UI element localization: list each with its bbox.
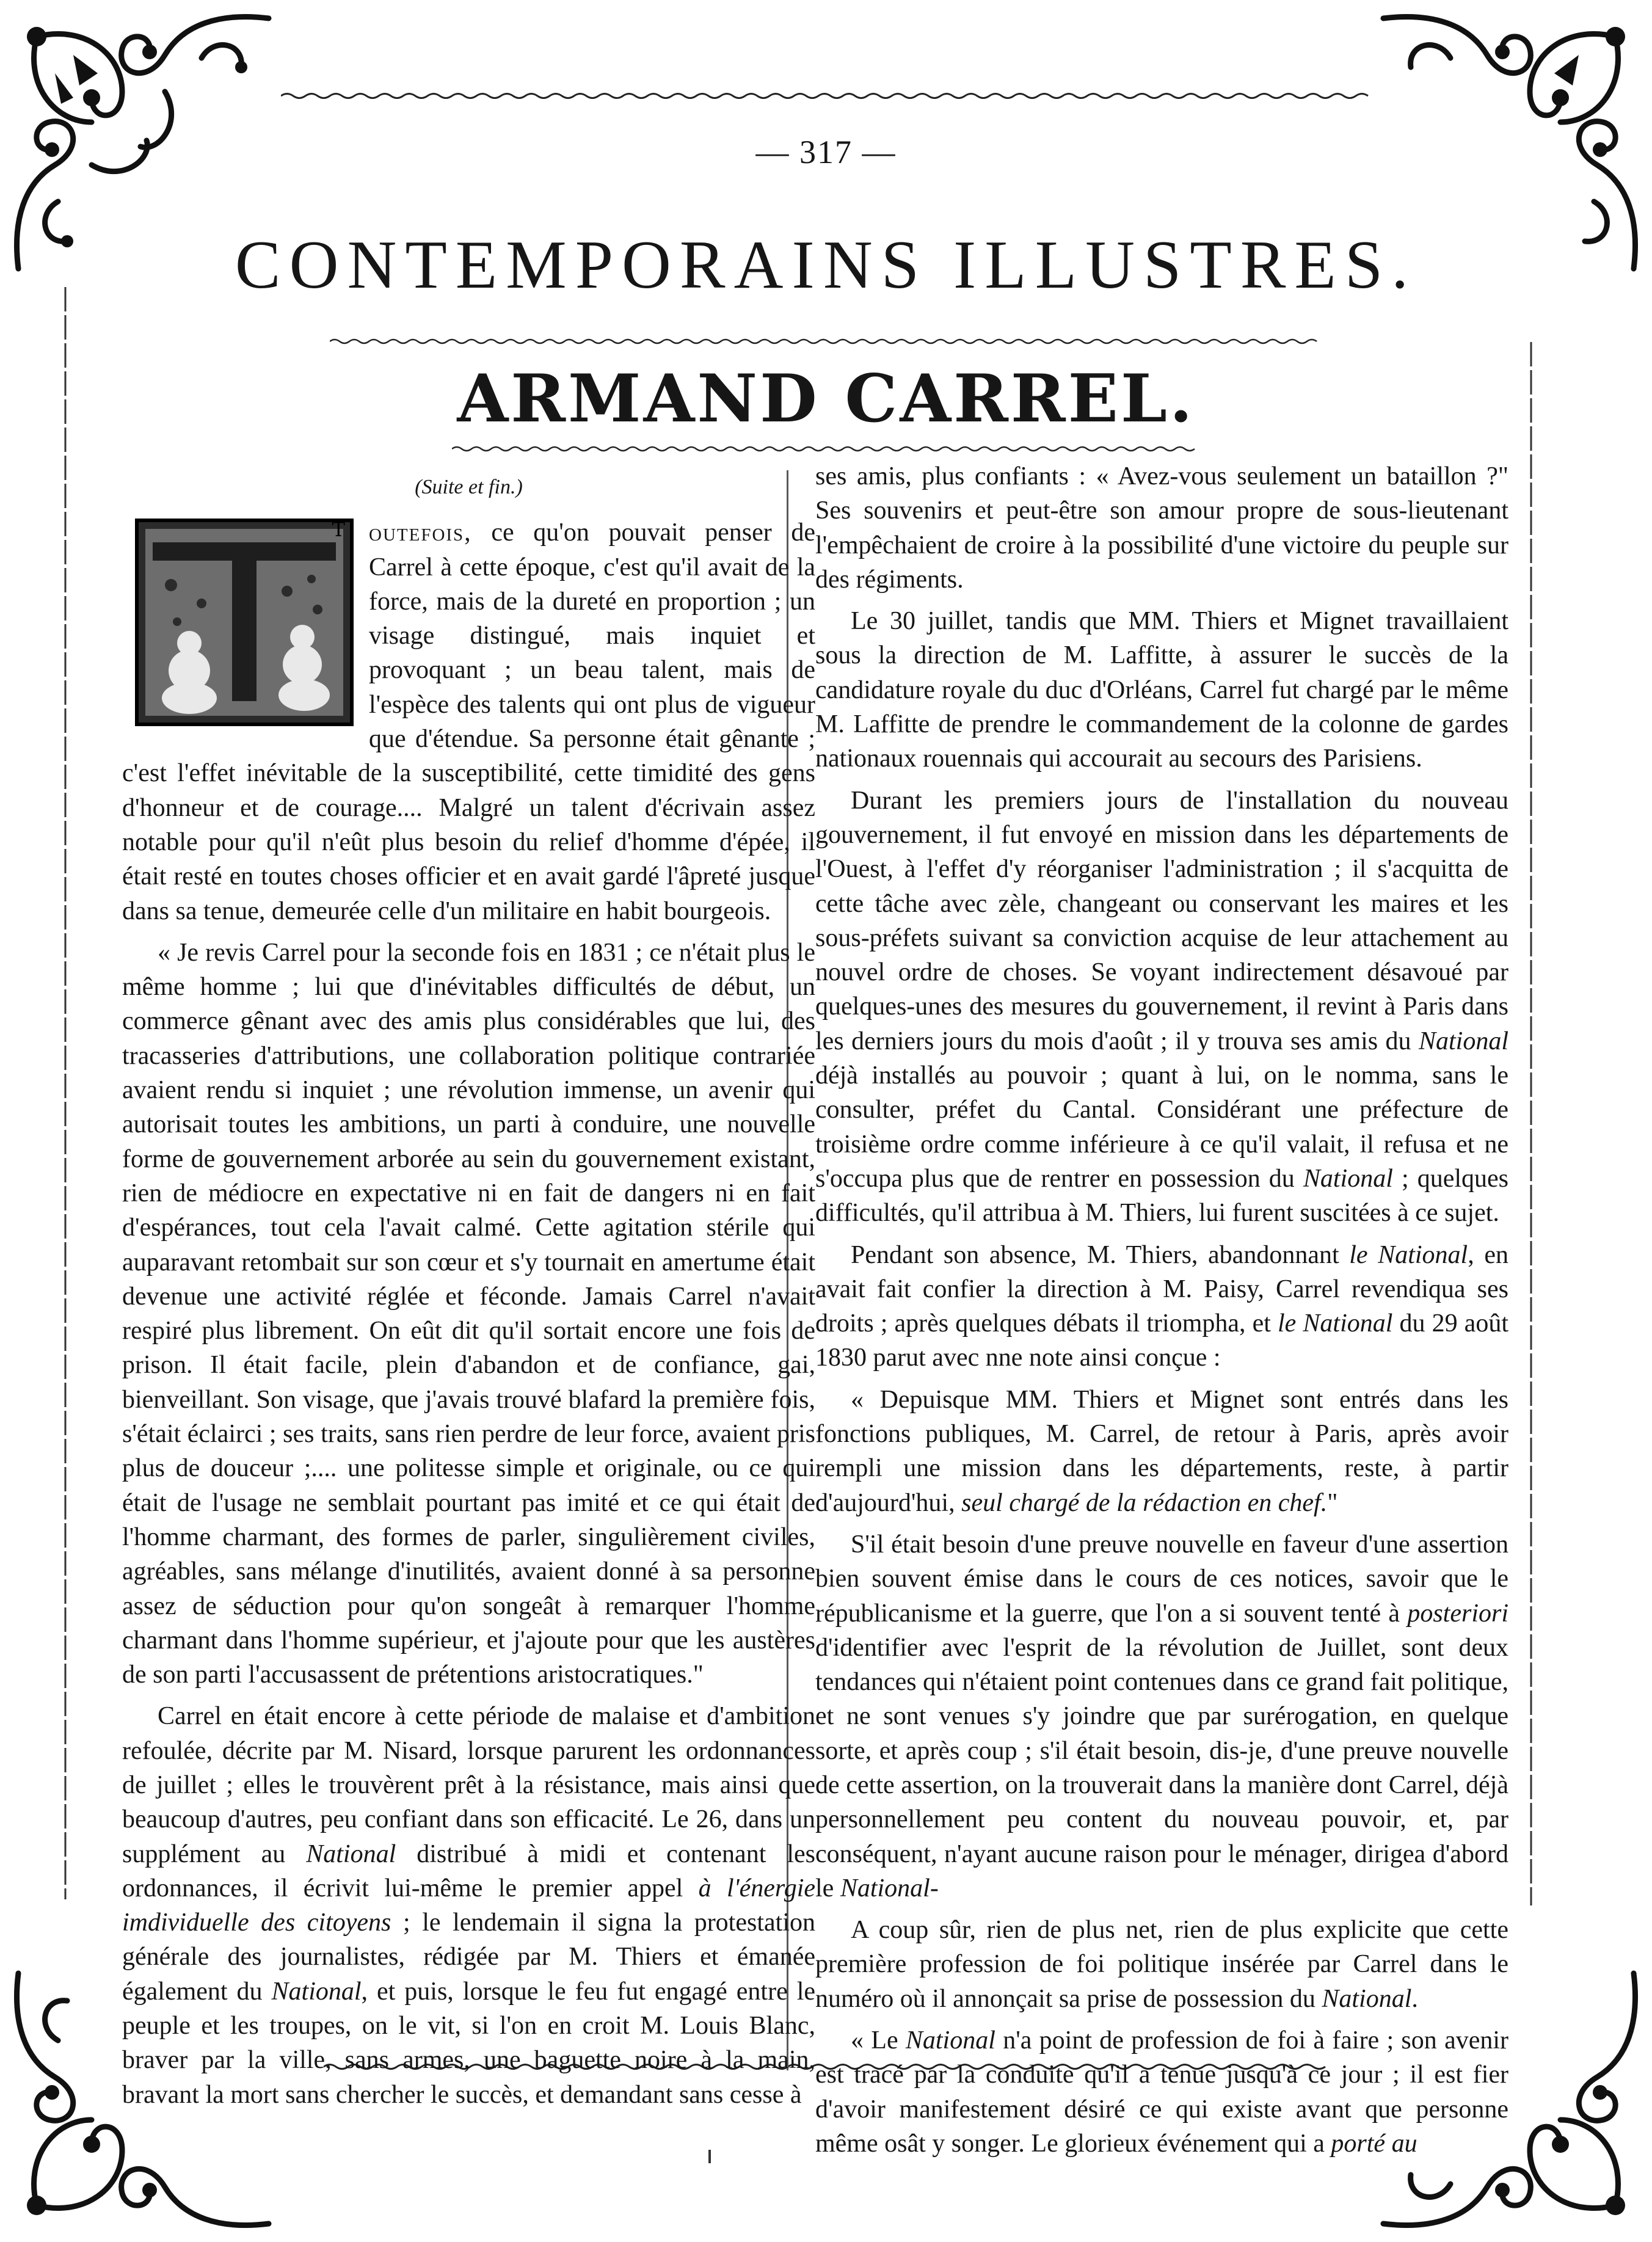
- article-subtitle: (Suite et fin.): [415, 476, 523, 498]
- paragraph: S'il était besoin d'une preuve nouvelle en faveur d'une assertion bien souvent émise dans le cours de ces notices, savoir que le républicanisme et la guerre, que l'on a si souvent tenté à posteriori d'identifier avec l'esprit de la révolution de Juillet, sont deux tendances qui n'étaient point contenues dans ce grand fait politique, et ne sont venues s'y joindre que par surérogation, en quelque sorte, et après coup ; s'il était besoin, dis-je, d'une preuve nouvelle de cette assertion, on la trouverait dans la manière dont Carrel, déjà personnellement peu content du nouveau pouvoir, et, par conséquent, n'ayant aucune raison pour le ménager, dirigea d'abord le National-: [815, 1530, 1508, 1902]
- page-number: — 317 —: [755, 134, 897, 170]
- lead-word: outefois,: [369, 519, 472, 547]
- frame-rule-top: [281, 90, 1374, 101]
- drop-cap-letter: T: [332, 518, 345, 542]
- paragraph: A coup sûr, rien de plus net, rien de plus explicite que cette première profession de foi politique insérée par Carrel dans le numéro où il annonçait sa prise de possession du National.: [815, 1916, 1508, 2013]
- print-mark: [708, 2150, 711, 2163]
- drop-cap-ornamental-letter-icon: [134, 518, 354, 727]
- paragraph: ses amis, plus confiants : « Avez-vous seulement un bataillon ?" Ses souvenirs et peut-être son amour propre de sous-lieutenant l'empêchaient de croire à la possibilité d'une victoire du peuple sur des régiments.: [815, 462, 1508, 594]
- title-rule-lower: [452, 445, 1203, 453]
- frame-rule-right: [1526, 342, 1537, 1905]
- paragraph: « Je revis Carrel pour la seconde fois en 1831 ; ce n'était plus le même homme ; lui que d'inévitables difficultés de début, un commerce gênant avec des amis plus considérables que lui, des tracasseries d'attributions, une collaboration politique contrariée avaient rendu si inquiet ; une révolution immense, un avenir qui autorisait toutes les ambitions, un parti à conduire, une nouvelle forme de gouvernement arborée au sein du gouvernement existant, rien de médiocre en expectative ni en fait de dangers ni en fait d'espérances, tout cela l'avait calmé. Cette agitation stérile qui auparavant retombait sur son cœur et s'y tournait en amertume était devenue une activité réglée et féconde. Jamais Carrel n'avait respiré plus librement. On eût dit qu'il sortait encore une fois de prison. Il était facile, plein d'abandon et de confiance, gai, bienveillant. Son visage, que j'avais trouvé blafard la première fois, s'était éclairci ; ses traits, sans rien perdre de leur force, avaient pris plus de douceur ;.... une politesse simple et originale, ou ce qui était de l'usage ne semblait pourtant pas imité et ce qui était de l'homme charmant, des formes de parler, singulièrement civiles, agréables, sans mélange d'inutilités, avaient donné à sa personne assez de séduction pour qu'on songeât à remarquer l'homme charmant dans l'homme supérieur, et j'ajoute pour que les austères de son parti l'accusassent de prétentions aristocratiques.": [122, 938, 815, 1689]
- paragraph: « Depuisque MM. Thiers et Mignet sont entrés dans les fonctions publiques, M. Carrel, de retour à Paris, après avoir rempli une mission dans les départements, reste, à partir d'aujourd'hui, seul chargé de la rédaction en chef.": [815, 1385, 1508, 1517]
- paragraph: outefois, ce qu'on pouvait penser de Carrel à cette époque, c'est qu'il avait de la force, mais de la dureté en proportion ; un visage distingué, mais inquiet et provoquant ; un beau talent, mais de l'espèce des talents qui ont plus de vigueur que d'étendue. Sa personne était gênante ; c'est l'effet inévitable de la susceptibilité, cette timidité des gens d'honneur et de courage.... Malgré un talent d'écrivain assez notable pour qu'il n'eût plus besoin du relief d'homme d'épée, il était resté en toutes choses officier et en avait gardé l'âpreté jusque dans sa tenue, demeurée celle d'un militaire en habit bourgeois.: [122, 519, 815, 925]
- article-title: ARMAND CARREL.: [457, 360, 1195, 437]
- paragraph: Le 30 juillet, tandis que MM. Thiers et Mignet travaillaient sous la direction de M. Laffitte, à assurer le succès de la candidature royale du duc d'Orléans, Carrel fut chargé par le même M. Laffitte de prendre le commandement de la colonne de gardes nationaux rouennais qui accourait au secours des Parisiens.: [815, 607, 1508, 773]
- frame-rule-left: [60, 287, 71, 1899]
- article-column-left: [122, 470, 815, 2119]
- paragraph: Pendant son absence, M. Thiers, abandonnant le National, en avait fait confier la direction à M. Paisy, Carrel revendiqua ses droits ; après quelques débats il triompha, et le National du 29 août 1830 parut avec nne note ainsi conçue :: [815, 1240, 1508, 1372]
- paragraph: « Le National n'a point de profession de foi à faire ; son avenir est tracé par la conduite qu'il a tenue jusqu'à ce jour ; il est fier d'avoir manifestement désiré ce qui existe avant que personne même osât y songer. Le glorieux événement qui a porté au: [815, 2026, 1509, 2158]
- paragraph: Carrel en était encore à cette période de malaise et d'ambition refoulée, décrite par M. Nisard, lorsque parurent les ordonnances de juillet ; elles le trouvèrent prêt à la résistance, mais ainsi que beaucoup d'autres, peu confiant dans son efficacité. Le 26, dans un supplément au National distribué à midi et contenant les ordonnances, il écrivit lui-même le premier appel à l'énergie imdividuelle des citoyens ; le lendemain il signa la protestation générale des journalistes, rédigée par M. Thiers et émanée également du National, et puis, lorsque le feu fut engagé entre le peuple et les troupes, on le vit, si l'on en croit M. Louis Blanc, braver par la ville, sans armes, une baguette noire à la main, bravant la mort sans chercher le succès, et demandant sans cesse à: [122, 1702, 816, 2109]
- article-column-right: [815, 459, 1508, 2168]
- title-rule-upper: [330, 337, 1322, 346]
- paragraph: Durant les premiers jours de l'installation du nouveau gouvernement, il fut envoyé en mission dans les départements de l'Ouest, à l'effet d'y réorganiser l'administration ; il s'acquitta de cette tâche avec zèle, changeant ou conservant les maires et les sous-préfets suivant sa conviction acquise de leur attachement au nouvel ordre de choses. Se voyant indirectement désavoué par quelques-unes des mesures du gouvernement, il revint à Paris dans les derniers jours du mois d'août ; il y trouva ses amis du National déjà installés au pouvoir ; quant à lui, on le nomma, sans le consulter, préfet du Cantal. Considérant une préfecture de troisième ordre comme inférieure à ce qu'il valait, il refusa et ne s'occupa plus que de rentrer en possession du National ; quelques difficultés, qu'il attribua à M. Thiers, lui furent suscitées à ce sujet.: [815, 786, 1508, 1228]
- section-title: CONTEMPORAINS ILLUSTRES.: [235, 227, 1417, 303]
